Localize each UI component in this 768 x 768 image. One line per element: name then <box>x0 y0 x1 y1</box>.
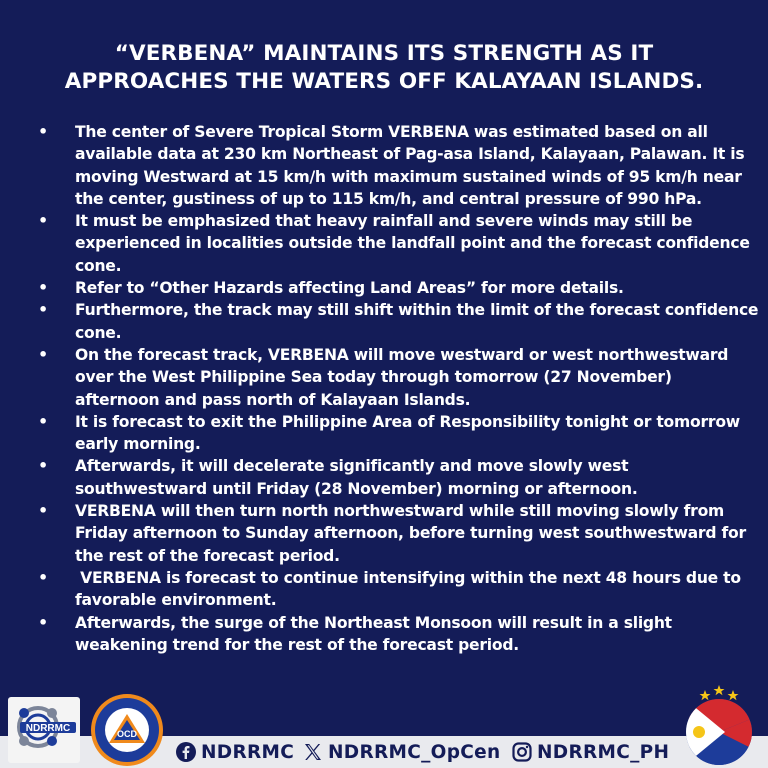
bullet-item <box>36 612 748 657</box>
bullet-line: Refer to “Other Hazards affecting Land Areas” for more details. <box>75 279 624 298</box>
ocd-seal-text: OCD <box>117 729 137 739</box>
bullet-marker: • <box>38 568 48 587</box>
x-handle-label: NDRRMC_OpCen <box>328 741 501 763</box>
bullet-item <box>36 121 748 210</box>
bullet-marker: • <box>38 613 48 632</box>
bullet-line: It is forecast to exit the Philippine Area of Responsibility tonight or tomorrow <box>75 412 740 431</box>
bullet-item <box>36 344 748 411</box>
bullet-line: Afterwards, the surge of the Northeast Monsoon will result in a slight <box>75 613 672 632</box>
instagram-handle[interactable] <box>512 738 669 766</box>
bullet-item <box>36 210 748 277</box>
bullet-line: Friday afternoon to Sunday afternoon, before turning west southwestward for <box>75 524 746 543</box>
bullet-line: the rest of the forecast period. <box>75 546 340 565</box>
bullet-line: cone. <box>75 256 122 275</box>
bullet-marker: • <box>38 301 48 320</box>
x-icon <box>303 742 323 762</box>
bullet-marker: • <box>38 123 48 141</box>
bullet-item <box>36 277 748 299</box>
bullet-line: Furthermore, the track may still shift within the limit of the forecast confidence <box>75 301 759 320</box>
bullet-line: the center, gustiness of up to 115 km/h, and central pressure of 990 hPa. <box>75 189 702 208</box>
bullet-marker: • <box>38 457 48 476</box>
bullet-line: favorable environment. <box>75 591 277 610</box>
ndrrmc-logo-text: NDRRMC <box>25 723 71 734</box>
bullet-item <box>36 500 748 567</box>
philippine-flag-emblem <box>675 684 763 766</box>
facebook-icon <box>176 742 196 762</box>
bullet-item <box>36 567 748 612</box>
bullet-marker: • <box>38 412 48 431</box>
bullet-line: southwestward until Friday (28 November) morning or afternoon. <box>75 479 638 498</box>
headline-line-1: “VERBENA” MAINTAINS ITS STRENGTH AS IT <box>114 41 654 66</box>
bullet-line: VERBENA is forecast to continue intensifying within the next 48 hours due to <box>75 568 741 587</box>
x-handle[interactable] <box>303 738 500 766</box>
bullet-line: early morning. <box>75 435 201 454</box>
facebook-handle[interactable] <box>176 738 294 766</box>
ocd-seal <box>90 693 164 767</box>
headline-line-2: APPROACHES THE WATERS OFF KALAYAAN ISLANDS. <box>64 69 704 94</box>
bullet-marker: • <box>38 279 48 298</box>
bullet-line: available data at 230 km Northeast of Pag-asa Island, Kalayaan, Palawan. It is <box>75 145 745 164</box>
bullet-line: weakening trend for the rest of the forecast period. <box>75 635 519 654</box>
facebook-handle-label: NDRRMC <box>201 741 295 763</box>
bullet-line: On the forecast track, VERBENA will move westward or west northwestward <box>75 345 729 364</box>
bullet-line: Afterwards, it will decelerate significantly and move slowly west <box>75 457 629 476</box>
bullet-line: cone. <box>75 323 122 342</box>
bullet-line: moving Westward at 15 km/h with maximum sustained winds of 95 km/h near <box>75 167 742 186</box>
bullet-list <box>36 121 759 656</box>
bullet-line: over the West Philippine Sea today through tomorrow (27 November) <box>75 368 672 387</box>
bullet-line: experienced in localities outside the landfall point and the forecast confidence <box>75 234 750 253</box>
bullet-item <box>36 455 748 500</box>
headline <box>20 40 748 96</box>
bullet-marker: • <box>38 502 48 521</box>
bullet-item <box>36 411 748 456</box>
bullet-line: The center of Severe Tropical Storm VERBENA was estimated based on all <box>75 123 708 141</box>
ndrrmc-logo <box>8 697 80 763</box>
bullet-marker: • <box>38 345 48 364</box>
instagram-handle-label: NDRRMC_PH <box>537 741 670 763</box>
bullet-item <box>36 299 759 344</box>
bullet-line: afternoon and pass north of Kalayaan Islands. <box>75 390 471 409</box>
instagram-icon <box>512 742 532 762</box>
bullet-line: It must be emphasized that heavy rainfall and severe winds may still be <box>75 212 693 231</box>
bullet-marker: • <box>38 212 48 231</box>
bullet-line: VERBENA will then turn north northwestward while still moving slowly from <box>75 502 725 521</box>
